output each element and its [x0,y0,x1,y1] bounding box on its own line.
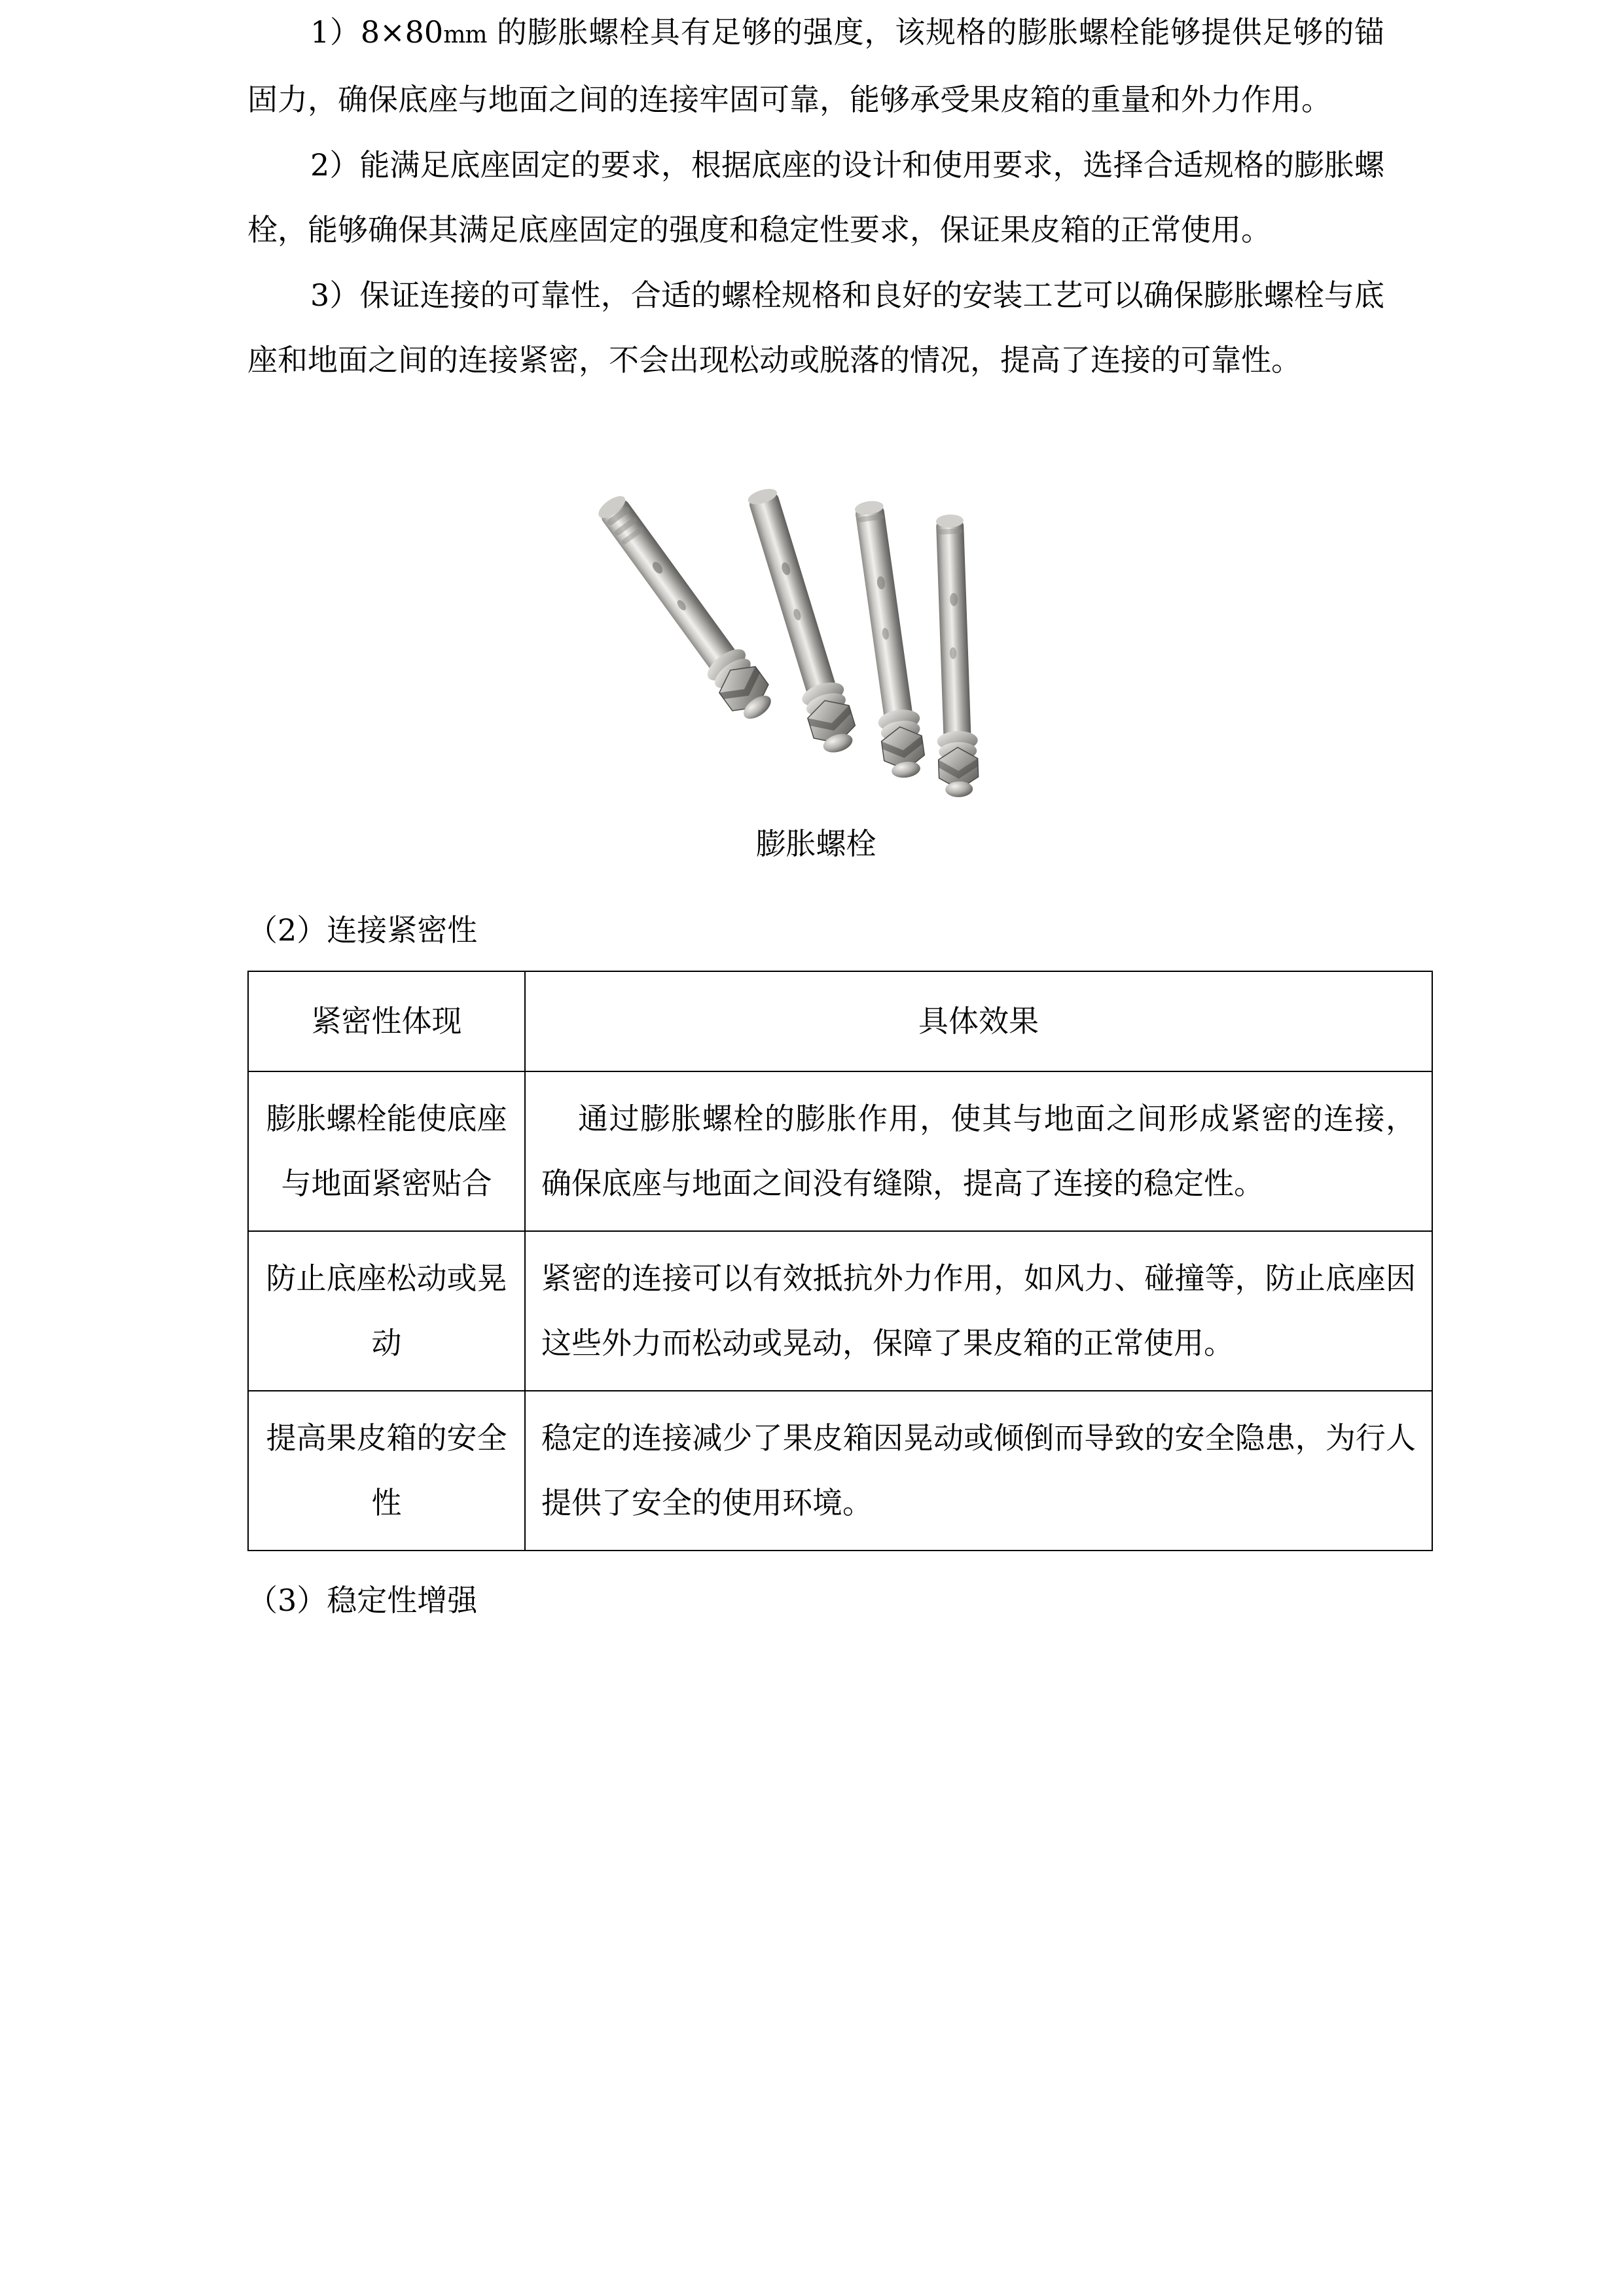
table-header-row [248,971,1432,1071]
table-row [248,1071,1432,1231]
figure-caption: 膨胀螺栓 [755,826,876,861]
table-cell-effect-1: 通过膨胀螺栓的膨胀作用，使其与地面之间形成紧密的连接，确保底座与地面之间没有缝隙，提高了连接的稳定性。 [525,1071,1432,1231]
section-heading-3: （3）稳定性增强 [247,1583,478,1618]
table-cell-feature-2: 防止底座松动或晃动 [248,1231,525,1391]
table-cell-feature-3: 提高果皮箱的安全性 [248,1391,525,1551]
bolt-spec-unit: mm [443,22,487,48]
table-row [248,1231,1432,1391]
paragraph-3: 3）保证连接的可靠性，合适的螺栓规格和良好的安装工艺可以确保膨胀螺栓与底座和地面之间的连接紧密，不会出现松动或脱落的情况，提高了连接的可靠性。 [247,278,1384,378]
table-cell-effect-3: 稳定的连接减少了果皮箱因晃动或倾倒而导致的安全隐患，为行人提供了安全的使用环境。 [525,1391,1432,1551]
table-header-feature: 紧密性体现 [248,971,525,1071]
table-cell-feature-1: 膨胀螺栓能使底座与地面紧密贴合 [248,1071,525,1231]
paragraph-1-marker: 1） [310,14,361,50]
paragraph-1 [247,0,1384,132]
table-cell-effect-2: 紧密的连接可以有效抵抗外力作用，如风力、碰撞等，防止底座因这些外力而松动或晃动，保障了果皮箱的正常使用。 [525,1231,1432,1391]
figure-block [247,437,1384,867]
paragraph-2: 2）能满足底座固定的要求，根据底座的设计和使用要求，选择合适规格的膨胀螺栓，能够确保其满足底座固定的强度和稳定性要求，保证果皮箱的正常使用。 [247,147,1384,247]
bolt-spec-value: 8×80 [360,14,444,50]
section-heading-2: （2）连接紧密性 [247,912,478,948]
connection-tightness-table [247,971,1433,1551]
table-header-effect: 具体效果 [525,971,1432,1071]
page-content [247,0,1416,1633]
table-row [248,1391,1432,1551]
paragraph-1-text: 的膨胀螺栓具有足够的强度，该规格的膨胀螺栓能够提供足够的锚固力，确保底座与地面之间的连接牢固可靠，能够承受果皮箱的重量和外力作用。 [247,14,1384,117]
expansion-bolts-photo [581,437,1052,804]
